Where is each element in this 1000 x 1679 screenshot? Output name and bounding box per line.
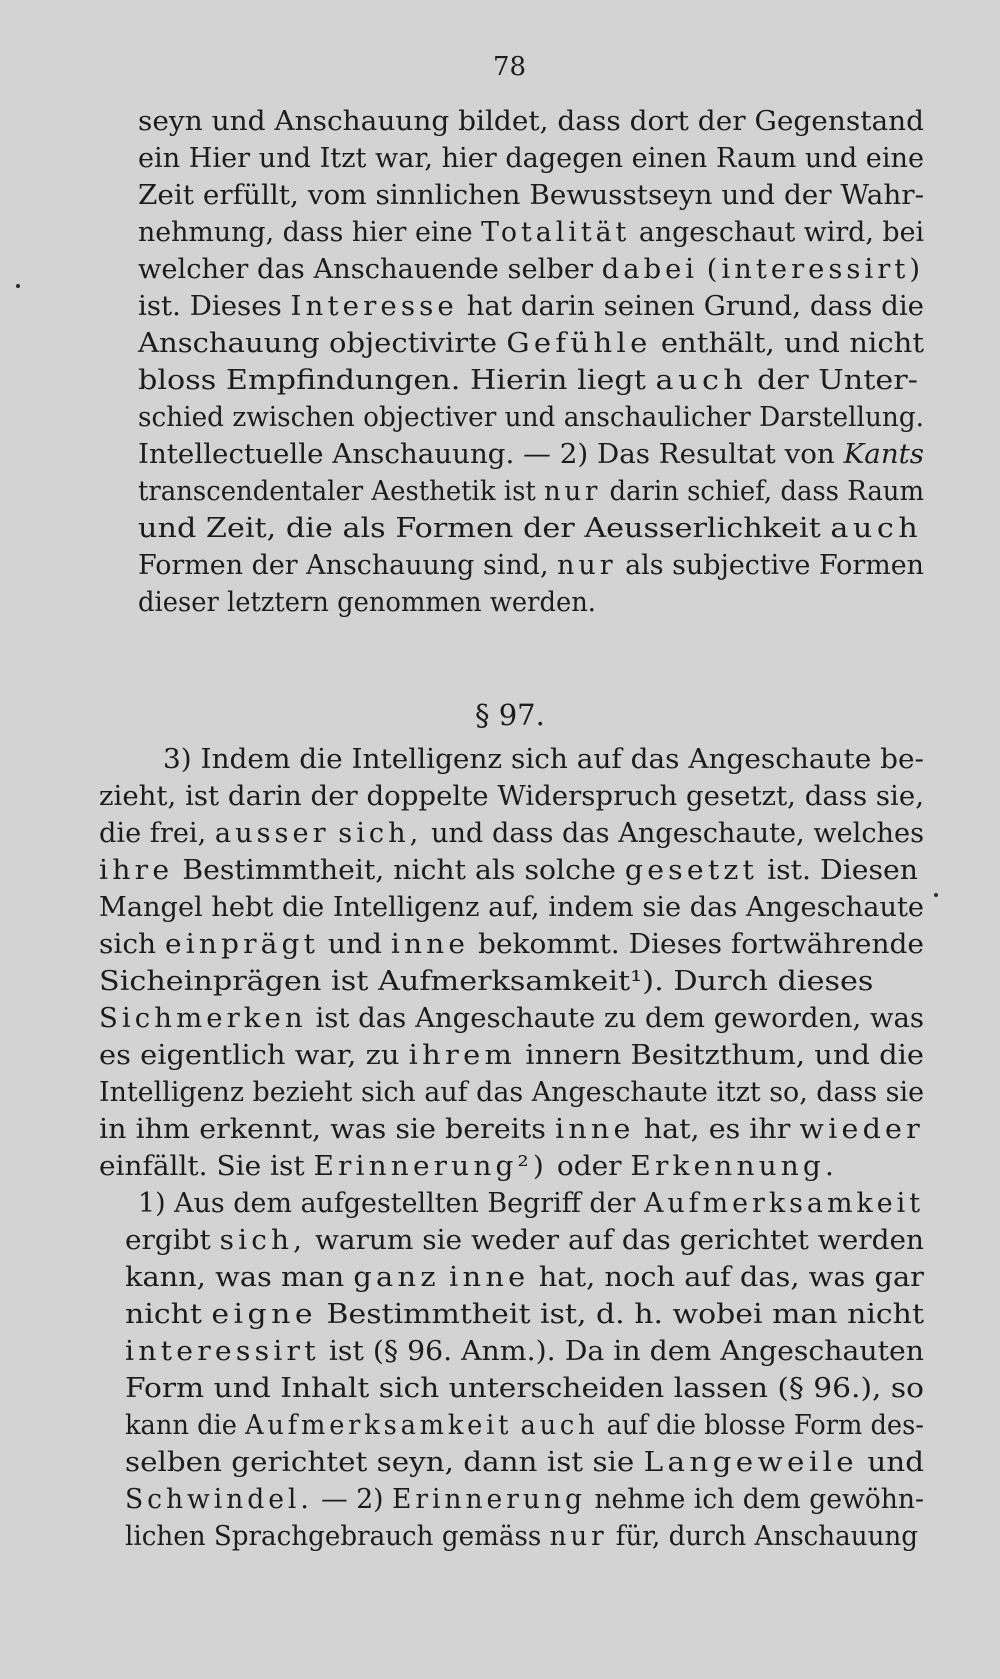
text-line: lichen Sprachgebrauch gemäss nur für, durch Anschauung	[125, 1521, 919, 1552]
text-line: interessirt ist (§ 96. Anm.). Da in dem Angeschauten	[125, 1336, 924, 1367]
text-line: ergibt sich, warum sie weder auf das gerichtet werden	[125, 1225, 924, 1256]
text-line: nehmung, dass hier eine Totalität angeschaut wird, bei	[138, 217, 925, 248]
text-line: 3) Indem die Intelligenz sich auf das Angeschaute be-	[163, 744, 924, 775]
page-number: 78	[493, 52, 527, 82]
text-line: Intellectuelle Anschauung. — 2) Das Resultat von Kants	[138, 439, 925, 470]
text-line: einfällt. Sie ist Erinnerung²) oder Erkennung.	[99, 1151, 839, 1182]
text-line: Form und Inhalt sich unterscheiden lassen (§ 96.), so	[125, 1373, 925, 1404]
text-line: ihre Bestimmtheit, nicht als solche gesetzt ist. Diesen	[99, 855, 919, 886]
text-line: Mangel hebt die Intelligenz auf, indem sie das Angeschaute	[99, 892, 925, 923]
text-line: 1) Aus dem aufgestellten Begriff der Aufmerksamkeit	[138, 1188, 925, 1219]
text-line: nicht eigne Bestimmtheit ist, d. h. wobei man nicht	[125, 1299, 924, 1330]
text-line: dieser letztern genommen werden.	[138, 587, 596, 618]
text-line: Schwindel. — 2) Erinnerung nehme ich dem gewöhn-	[125, 1484, 924, 1515]
text-line: Zeit erfüllt, vom sinnlichen Bewusstseyn und der Wahr-	[138, 180, 925, 211]
text-line: und Zeit, die als Formen der Aeusserlichkeit auch	[138, 513, 923, 544]
text-line: transcendentaler Aesthetik ist nur darin schief, dass Raum	[138, 476, 925, 507]
section-heading: § 97.	[475, 698, 545, 732]
text-line: ein Hier und Itzt war, hier dagegen einen Raum und eine	[138, 143, 925, 174]
text-line: in ihm erkennt, was sie bereits inne hat, es ihr wieder	[99, 1114, 925, 1145]
text-line: die frei, ausser sich, und dass das Angeschaute, welches	[99, 818, 925, 849]
page-speck	[934, 893, 938, 897]
text-line: ist. Dieses Interesse hat darin seinen Grund, dass die	[138, 291, 925, 322]
text-line: bloss Empfindungen. Hierin liegt auch der Unter-	[138, 365, 918, 396]
text-line: seyn und Anschauung bildet, dass dort der Gegenstand	[138, 106, 925, 137]
text-line: Sicheinprägen ist Aufmerksamkeit¹). Durch dieses	[99, 966, 874, 997]
text-line: welcher das Anschauende selber dabei (interessirt)	[138, 254, 925, 285]
text-line: kann, was man ganz inne hat, noch auf das, was gar	[125, 1262, 924, 1293]
text-line: sich einprägt und inne bekommt. Dieses fortwährende	[99, 929, 925, 960]
text-line: Formen der Anschauung sind, nur als subjective Formen	[138, 550, 924, 581]
text-line: zieht, ist darin der doppelte Widerspruch gesetzt, dass sie,	[99, 781, 924, 812]
page-speck	[16, 284, 20, 288]
text-line: kann die Aufmerksamkeit auch auf die blosse Form des-	[125, 1410, 924, 1441]
text-line: Intelligenz bezieht sich auf das Angeschaute itzt so, dass sie	[99, 1077, 924, 1108]
text-line: es eigentlich war, zu ihrem innern Besitzthum, und die	[99, 1040, 925, 1071]
text-line: selben gerichtet seyn, dann ist sie Langeweile und	[125, 1447, 924, 1478]
text-line: Anschauung objectivirte Gefühle enthält, und nicht	[138, 328, 925, 359]
text-line: Sichmerken ist das Angeschaute zu dem geworden, was	[99, 1003, 925, 1034]
text-line: schied zwischen objectiver und anschaulicher Darstellung.	[138, 402, 925, 433]
